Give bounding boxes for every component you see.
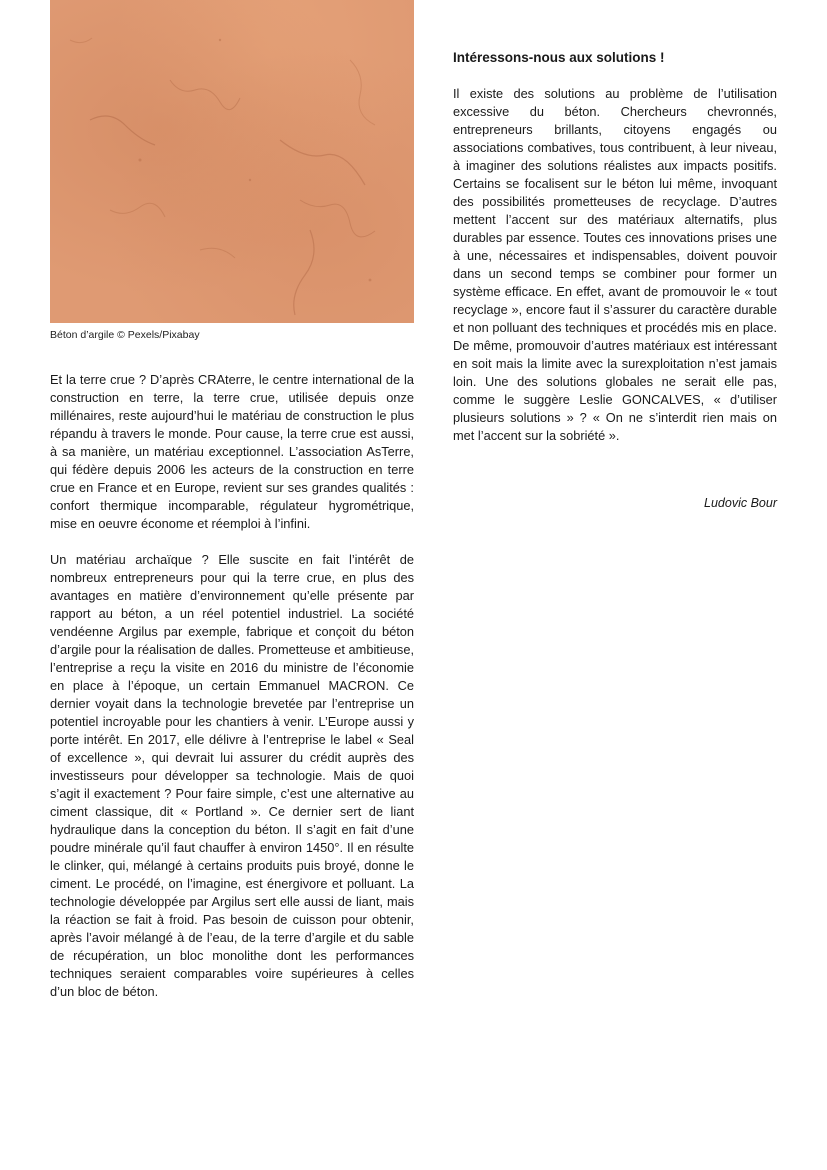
photo-caption: Béton d’argile © Pexels/Pixabay: [50, 329, 200, 341]
body-paragraph: Un matériau archaïque ? Elle suscite en fait l’intérêt de nombreux entrepreneurs pour qui la terre crue, en plus des avantages en matière d’environnement qu’elle présente par rapport au béton, a un réel potentiel industriel. La société vendéenne Argilus par exemple, fabrique et conçoit du béton d’argile pour la réalisation de dalles. Prometteuse et ambitieuse, l’entreprise a reçu la visite en 2016 du ministre de l’économie en place à l’époque, un certain Emmanuel MACRON. Ce dernier voyait dans la technologie brevetée par l’entreprise un potentiel incroyable pour les chantiers à venir. L’Europe aussi y porte intérêt. En 2017, elle délivre à l’entreprise le label « Seal of excellence », qui devrait lui assurer du crédit auprès des investisseurs pour développer sa technologie. Mais de quoi s’agit il exactement ? Pour faire simple, c’est une alternative au ciment classique, dit « Portland ». Ce dernier sert de liant hydraulique dans la conception du béton. Il s’agit en fait d’une poudre minérale qu’il faut chauffer à environ 1450°. Il en résulte le clinker, qui, mélangé à certains produits puis broyé, donne le ciment. Le procédé, on l’imagine, est énergivore et polluant. La technologie développée par Argilus sert elle aussi de liant, mais la réaction se fait à froid. Pas besoin de cuisson pour obtenir, après l’avoir mélangé à de l’eau, de la terre d’argile et du sable de récupération, un bloc monolithe dont les performances techniques seraient comparables voire supérieures à celles d’un bloc de béton.: [50, 552, 414, 999]
clay-crack-lines: [50, 0, 414, 323]
body-paragraph: Il existe des solutions au problème de l’utilisation excessive du béton. Chercheurs chevronnés, entrepreneurs brillants, citoyens engagés ou associations combatives, tous contribuent, à leur niveau, à imaginer des solutions réalistes aux impacts positifs. Certains se focalisent sur le béton lui même, invoquant des possibilités prometteuses de recyclage. D’autres mettent l’accent sur des matériaux alternatifs, plus durables par essence. Toutes ces innovations prises une à une, nécessaires et indispensables, doivent pouvoir dans un second temps se combiner pour former un système efficace. En effet, avant de promouvoir le « tout recyclage », encore faut il s’assurer du caractère durable et non polluant des techniques et procédés mis en place. De même, promouvoir d’autres matériaux est intéressant en soit mais la limite avec la surexploitation n’est jamais loin. Une des solutions globales ne serait elle pas, comme le suggère Leslie GONCALVES, « d’utiliser plusieurs solutions » ? « On ne s’interdit rien mais on met l’accent sur la sobriété ».: [453, 86, 777, 443]
right-column: [453, 49, 777, 445]
left-column: [50, 371, 414, 1001]
body-paragraph: Et la terre crue ? D’après CRAterre, le centre international de la construction en terre, la terre crue, utilisée depuis onze millénaires, reste aujourd’hui le matériau de construction le plus répandu à travers le monde. Pour cause, la terre crue est aussi, à sa manière, un matériau exceptionnel. L’association AsTerre, qui fédère depuis 2006 les acteurs de la construction en terre crue en France et en Europe, revient sur ses grandes qualités : confort thermique incomparable, régulateur hygrométrique, mise en oeuvre économe et réemploi à l’infini.: [50, 372, 414, 531]
section-heading: Intéressons-nous aux solutions !: [453, 50, 665, 65]
clay-texture-photo: [50, 0, 414, 323]
author-signature: Ludovic Bour: [704, 496, 777, 510]
